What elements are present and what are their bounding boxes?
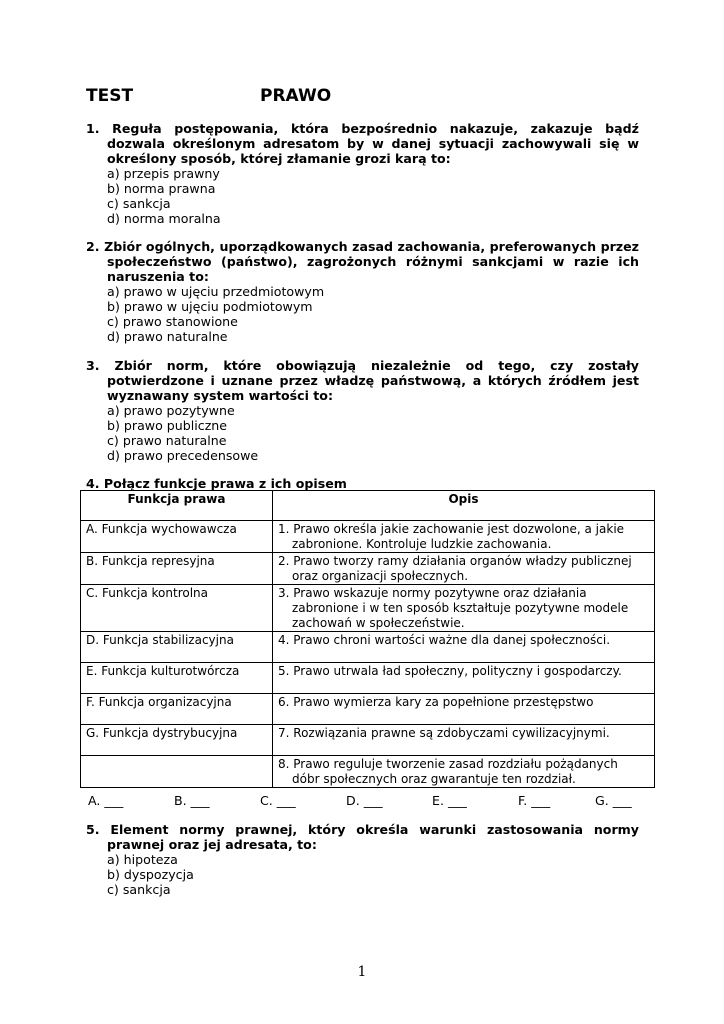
description-cell	[273, 725, 655, 756]
description-text: 2. Prawo tworzy ramy działania organów władzy publicznej oraz organizacji społecznych.	[278, 554, 632, 583]
description-text: 4. Prawo chroni wartości ważne dla danej społeczności.	[278, 633, 611, 647]
matching-table	[80, 490, 655, 788]
table-row	[81, 585, 655, 632]
function-cell	[81, 756, 273, 788]
description-cell	[273, 694, 655, 725]
question-1-option-c: c) sankcja	[107, 196, 171, 211]
description-cell	[273, 756, 655, 788]
table-row	[81, 553, 655, 585]
column-header-description: Opis	[273, 491, 655, 521]
table-row	[81, 663, 655, 694]
question-5-stem: 5. Element normy prawnej, który określa warunki zastosowania normy prawnej oraz jej adresata, to:	[86, 822, 639, 852]
function-cell: G. Funkcja dystrybucyjna	[81, 725, 273, 756]
answer-blank-e[interactable]: E. ___	[432, 793, 467, 808]
description-cell	[273, 553, 655, 585]
function-cell: A. Funkcja wychowawcza	[81, 521, 273, 553]
question-1-option-a: a) przepis prawny	[107, 166, 220, 181]
function-cell: E. Funkcja kulturotwórcza	[81, 663, 273, 694]
question-2-option-a: a) prawo w ujęciu przedmiotowym	[107, 284, 325, 299]
function-cell: D. Funkcja stabilizacyjna	[81, 632, 273, 663]
question-2-option-d: d) prawo naturalne	[107, 329, 228, 344]
answer-blank-g[interactable]: G. ___	[595, 793, 632, 808]
question-3	[86, 358, 639, 463]
table-header-row	[81, 491, 655, 521]
function-cell: B. Funkcja represyjna	[81, 553, 273, 585]
question-1-stem: 1. Reguła postępowania, która bezpośrednio nakazuje, zakazuje bądź dozwala określonym adresatom by w danej sytuacji zachowywali się w określony sposób, której złamanie grozi karą to:	[86, 121, 639, 166]
answer-blank-d[interactable]: D. ___	[346, 793, 383, 808]
function-cell: F. Funkcja organizacyjna	[81, 694, 273, 725]
test-title	[86, 86, 332, 106]
question-3-stem: 3. Zbiór norm, które obowiązują niezależnie od tego, czy zostały potwierdzone i uznane przez władzę państwową, a których źródłem jest wyznawany system wartości to:	[86, 358, 639, 403]
column-header-function: Funkcja prawa	[81, 491, 273, 521]
description-cell	[273, 663, 655, 694]
description-cell	[273, 521, 655, 553]
question-3-option-d: d) prawo precedensowe	[107, 448, 259, 463]
question-2	[86, 239, 639, 344]
question-3-option-a: a) prawo pozytywne	[107, 403, 235, 418]
question-2-option-c: c) prawo stanowione	[107, 314, 238, 329]
question-3-option-c: c) prawo naturalne	[107, 433, 227, 448]
subject-label: PRAWO	[260, 86, 332, 106]
question-1-option-b: b) norma prawna	[107, 181, 216, 196]
question-3-option-b: b) prawo publiczne	[107, 418, 228, 433]
question-1-option-d: d) norma moralna	[107, 211, 221, 226]
table-row	[81, 632, 655, 663]
question-5-option-c: c) sankcja	[107, 882, 171, 897]
description-text: 5. Prawo utrwala ład społeczny, polityczny i gospodarczy.	[278, 664, 622, 678]
question-2-stem: 2. Zbiór ogólnych, uporządkowanych zasad zachowania, preferowanych przez społeczeństwo (państwo), zagrożonych różnymi sankcjami w razie ich naruszenia to:	[86, 239, 639, 284]
description-cell	[273, 585, 655, 632]
table-row	[81, 694, 655, 725]
page-number: 1	[357, 964, 367, 980]
description-text: 8. Prawo reguluje tworzenie zasad rozdziału pożądanych dóbr społecznych oraz gwarantuje ten rozdział.	[278, 757, 618, 786]
question-5	[86, 822, 639, 897]
answer-blank-f[interactable]: F. ___	[518, 793, 551, 808]
table-row	[81, 521, 655, 553]
description-text: 3. Prawo wskazuje normy pozytywne oraz działania zabronione i w ten sposób kształtuje pozytywne modele zachowań w społeczeństwie.	[278, 586, 629, 630]
description-text: 1. Prawo określa jakie zachowanie jest dozwolone, a jakie zabronione. Kontroluje ludzkie zachowania.	[278, 522, 625, 551]
description-text: 6. Prawo wymierza kary za popełnione przestępstwo	[278, 695, 594, 709]
test-label: TEST	[86, 86, 134, 106]
question-5-option-a: a) hipoteza	[107, 852, 178, 867]
function-cell: C. Funkcja kontrolna	[81, 585, 273, 632]
table-row	[81, 725, 655, 756]
description-text: 7. Rozwiązania prawne są zdobyczami cywilizacyjnymi.	[278, 726, 610, 740]
question-1	[86, 121, 639, 226]
table-row	[81, 756, 655, 788]
answer-blank-a[interactable]: A. ___	[88, 793, 124, 808]
answer-blank-b[interactable]: B. ___	[174, 793, 210, 808]
answer-blank-c[interactable]: C. ___	[260, 793, 296, 808]
question-2-option-b: b) prawo w ujęciu podmiotowym	[107, 299, 313, 314]
question-4-title: 4. Połącz funkcje prawa z ich opisem	[86, 476, 347, 491]
question-5-option-b: b) dyspozycja	[107, 867, 194, 882]
description-cell	[273, 632, 655, 663]
